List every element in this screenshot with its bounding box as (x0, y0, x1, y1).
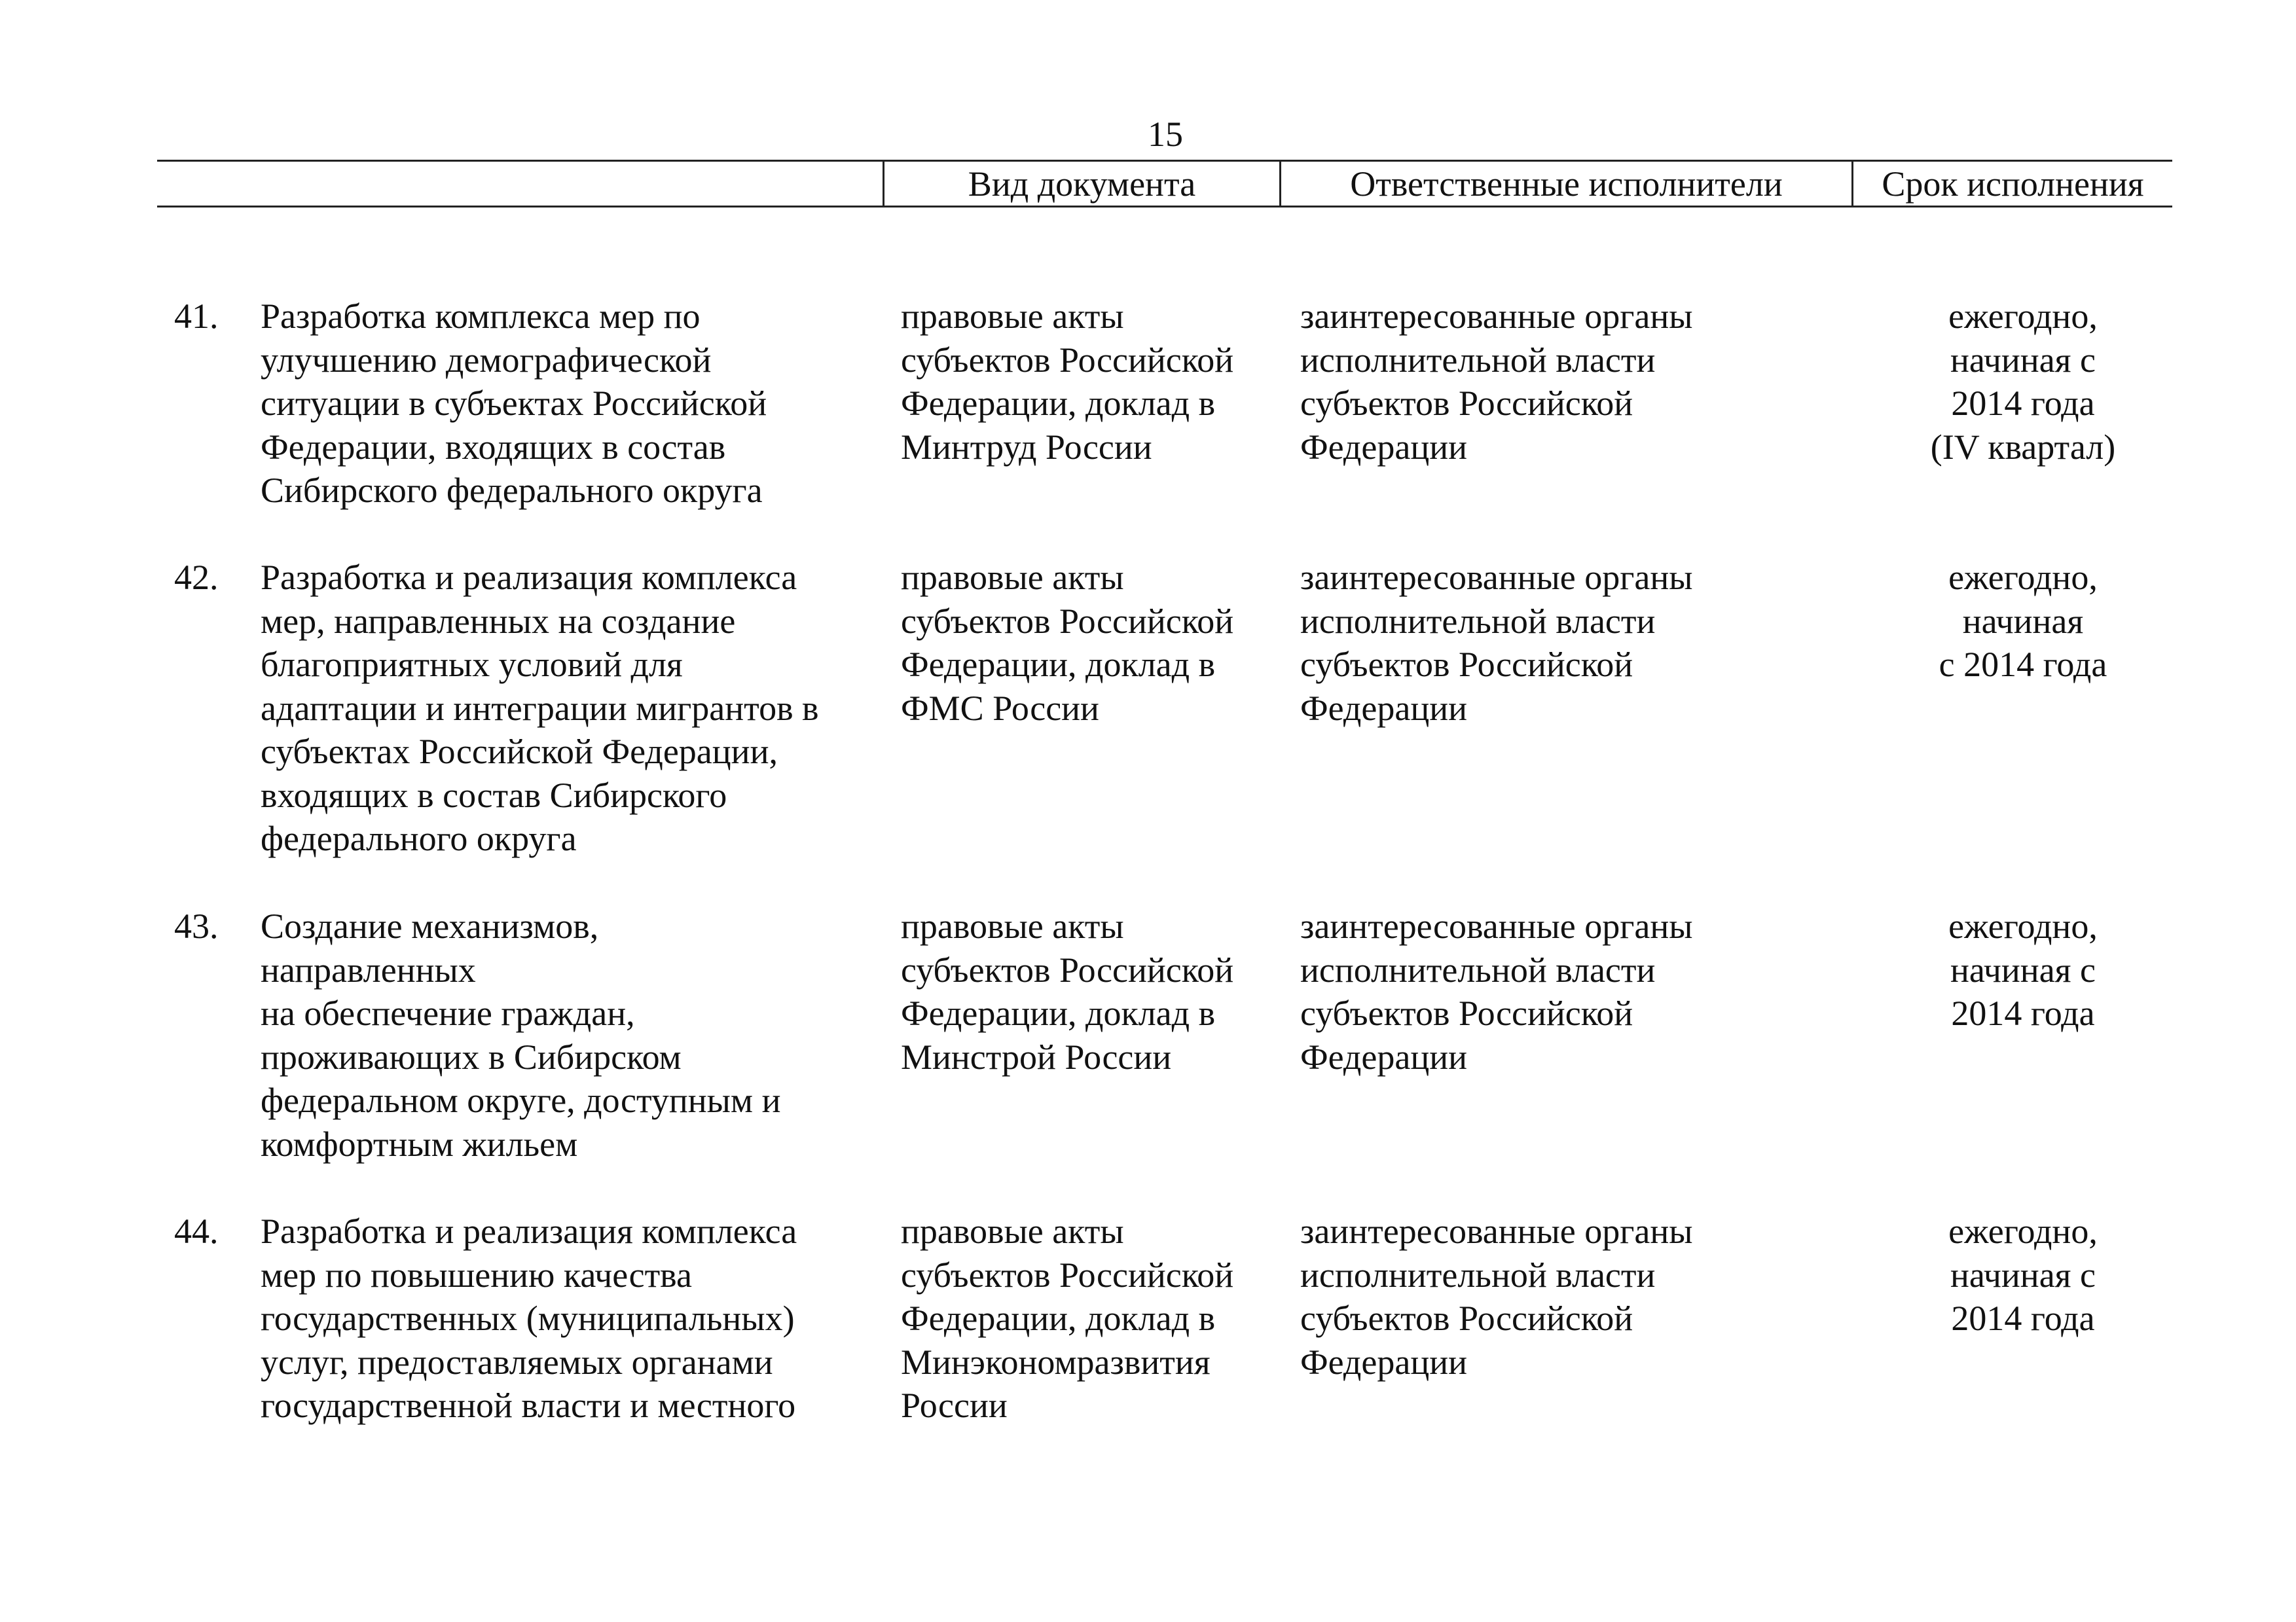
measure-text (261, 905, 883, 1166)
text-line: проживающих в Сибирском (261, 1037, 682, 1077)
executors-text (1300, 556, 1824, 730)
doc-type-text (901, 295, 1294, 469)
text-line: с 2014 года (1939, 645, 2107, 684)
measure-text (261, 295, 883, 513)
text-line: России (901, 1386, 1008, 1425)
text-line: начиная с (1950, 1255, 2096, 1295)
text-line: Разработка комплекса мер по (261, 297, 701, 336)
text-line: направленных (261, 950, 476, 990)
table-row (0, 556, 2296, 905)
text-line: Минэкономразвития (901, 1342, 1211, 1382)
text-line: 2014 года (1951, 384, 2095, 423)
text-line: исполнительной власти (1300, 340, 1656, 380)
text-line: правовые акты (901, 907, 1124, 946)
text-line: Федерации, входящих в состав (261, 427, 726, 467)
text-line: входящих в состав Сибирского (261, 775, 727, 815)
table-body (0, 295, 2296, 1432)
text-line: субъектов Российской (1300, 1299, 1633, 1338)
text-line: 2014 года (1951, 1299, 2095, 1338)
table-row (0, 295, 2296, 556)
text-line: услуг, предоставляемых органами (261, 1342, 773, 1382)
text-line: мер, направленных на создание (261, 601, 736, 641)
text-line: мер по повышению качества (261, 1255, 692, 1295)
page-number: 15 (1148, 115, 1183, 154)
text-line: заинтересованные органы (1300, 297, 1693, 336)
doc-type-text (901, 1210, 1294, 1428)
text-line: Федерации (1300, 427, 1468, 467)
text-line: Разработка и реализация комплекса (261, 1212, 797, 1251)
text-line: Федерации, доклад в (901, 1299, 1216, 1338)
table-row (0, 905, 2296, 1210)
text-line: (IV квартал) (1930, 427, 2116, 467)
text-line: ситуации в субъектах Российской (261, 384, 767, 423)
text-line: исполнительной власти (1300, 1255, 1656, 1295)
header-executors: Ответственные исполнители (1350, 164, 1783, 204)
text-line: Минтруд России (901, 427, 1152, 467)
text-line: субъектов Российской (901, 950, 1234, 990)
text-line: правовые акты (901, 297, 1124, 336)
text-line: Федерации, доклад в (901, 384, 1216, 423)
row-number: 43. (174, 907, 219, 946)
text-line: заинтересованные органы (1300, 558, 1693, 597)
row-number: 42. (174, 558, 219, 597)
doc-type-text (901, 556, 1294, 730)
text-line: ежегодно, (1948, 558, 2098, 597)
measure-text (261, 556, 883, 861)
text-line: Сибирского федерального округа (261, 471, 763, 510)
header-doc-type: Вид документа (968, 164, 1196, 204)
text-line: начиная (1962, 601, 2084, 641)
text-line: Минстрой России (901, 1037, 1172, 1077)
text-line: правовые акты (901, 1212, 1124, 1251)
text-line: субъектов Российской (1300, 645, 1633, 684)
text-line: Разработка и реализация комплекса (261, 558, 797, 597)
text-line: начиная с (1950, 950, 2096, 990)
text-line: Федерации, доклад в (901, 994, 1216, 1033)
deadline-text (1853, 295, 2193, 469)
text-line: федерального округа (261, 819, 577, 858)
text-line: ежегодно, (1948, 907, 2098, 946)
executors-text (1300, 905, 1824, 1079)
text-line: Федерации (1300, 1037, 1468, 1077)
doc-type-text (901, 905, 1294, 1079)
text-line: государственных (муниципальных) (261, 1299, 795, 1338)
header-top-rule (157, 160, 2172, 162)
text-line: ФМС России (901, 688, 1099, 728)
text-line: ежегодно, (1948, 1212, 2098, 1251)
text-line: на обеспечение граждан, (261, 994, 635, 1033)
text-line: ежегодно, (1948, 297, 2098, 336)
text-line: субъектов Российской (1300, 384, 1633, 423)
row-number: 41. (174, 297, 219, 336)
deadline-text (1853, 905, 2193, 1036)
text-line: субъектов Российской (901, 601, 1234, 641)
executors-text (1300, 295, 1824, 469)
text-line: субъектов Российской (901, 340, 1234, 380)
text-line: Федерации (1300, 1342, 1468, 1382)
text-line: Федерации, доклад в (901, 645, 1216, 684)
text-line: исполнительной власти (1300, 950, 1656, 990)
text-line: заинтересованные органы (1300, 1212, 1693, 1251)
text-line: адаптации и интеграции мигрантов в (261, 688, 819, 728)
text-line: комфортным жильем (261, 1124, 578, 1164)
deadline-text (1853, 1210, 2193, 1341)
measure-text (261, 1210, 883, 1428)
row-number: 44. (174, 1212, 219, 1251)
text-line: субъектов Российской (901, 1255, 1234, 1295)
text-line: благоприятных условий для (261, 645, 683, 684)
text-line: улучшению демографической (261, 340, 712, 380)
text-line: субъектов Российской (1300, 994, 1633, 1033)
text-line: исполнительной власти (1300, 601, 1656, 641)
header-deadline: Срок исполнения (1882, 164, 2144, 204)
text-line: начиная с (1950, 340, 2096, 380)
text-line: 2014 года (1951, 994, 2095, 1033)
executors-text (1300, 1210, 1824, 1384)
table-row (0, 1210, 2296, 1432)
text-line: государственной власти и местного (261, 1386, 796, 1425)
deadline-text (1853, 556, 2193, 687)
header-bottom-rule (157, 206, 2172, 207)
text-line: заинтересованные органы (1300, 907, 1693, 946)
text-line: федеральном округе, доступным и (261, 1081, 781, 1120)
text-line: субъектах Российской Федерации, (261, 732, 778, 771)
text-line: правовые акты (901, 558, 1124, 597)
text-line: Создание механизмов, (261, 907, 599, 946)
text-line: Федерации (1300, 688, 1468, 728)
